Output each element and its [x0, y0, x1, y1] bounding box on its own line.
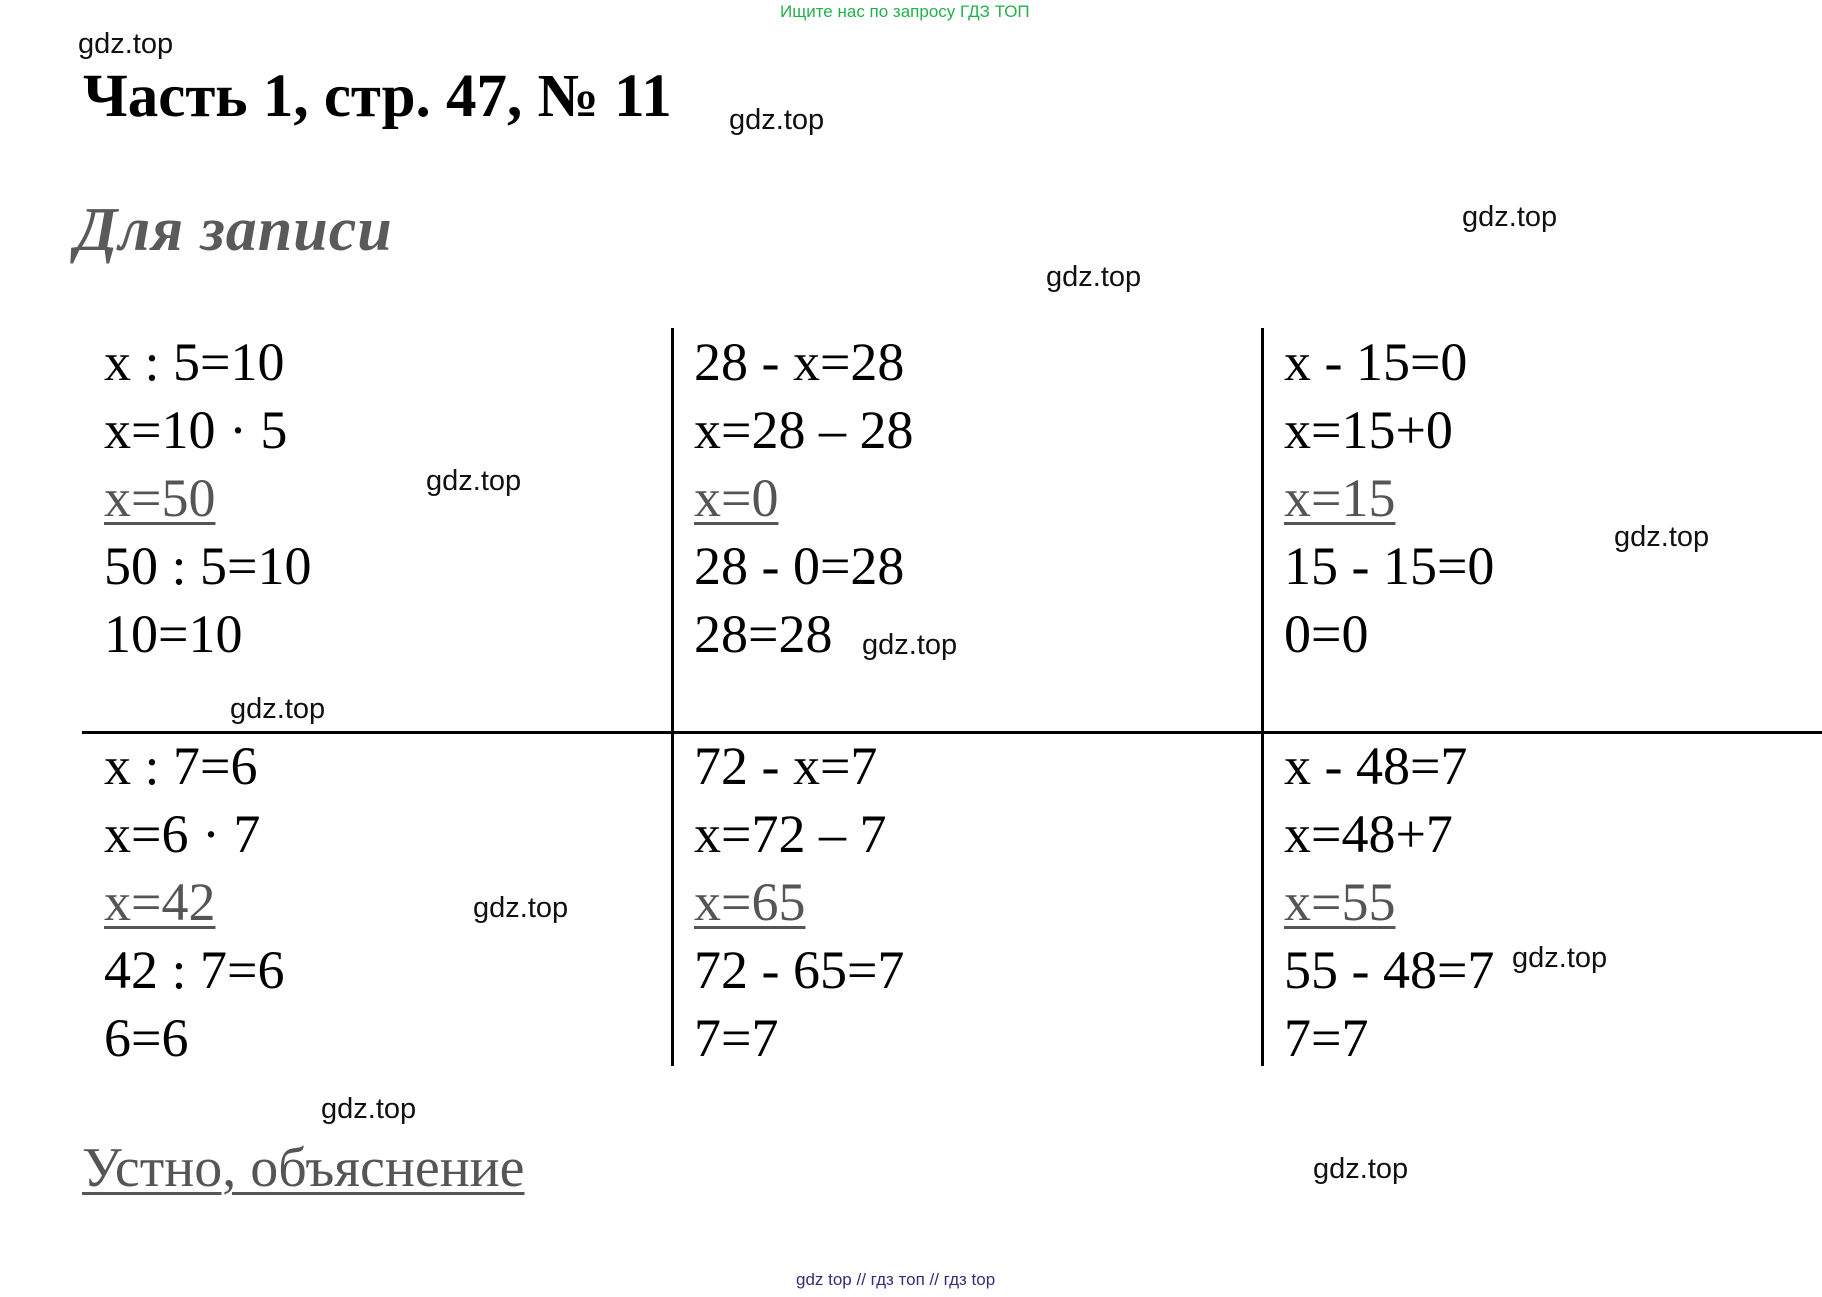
watermark: gdz.top	[321, 1093, 417, 1125]
watermark: gdz.top	[1462, 201, 1558, 233]
equation-cell-r1c3	[1284, 328, 1494, 668]
equation-cell-r1c2	[694, 328, 913, 668]
equation-line: x : 7=6	[104, 736, 258, 796]
watermark: gdz.top	[1313, 1153, 1409, 1185]
equation-line: x - 48=7	[1284, 736, 1468, 796]
equation-cell-r2c1	[104, 732, 284, 1072]
equation-line: 72 - 65=7	[694, 940, 905, 1000]
equation-line: 42 : 7=6	[104, 940, 285, 1000]
equation-line: 28=28	[694, 604, 833, 664]
equation-line: x : 5=10	[104, 332, 285, 392]
equation-line: x - 15=0	[1284, 332, 1468, 392]
watermark: gdz.top	[1512, 942, 1608, 974]
equation-line: x=15+0	[1284, 400, 1453, 460]
equation-line: x=6 · 7	[104, 804, 261, 864]
answer-line: x=50	[104, 468, 216, 528]
oral-explanation: Устно, объяснение	[82, 1137, 525, 1199]
equation-line: 50 : 5=10	[104, 536, 312, 596]
equation-line: 0=0	[1284, 604, 1369, 664]
equation-cell-r2c2	[694, 732, 904, 1072]
equation-line: x=48+7	[1284, 804, 1453, 864]
watermark: gdz.top	[230, 693, 326, 725]
watermark: gdz.top	[78, 28, 174, 60]
watermark: gdz.top	[473, 892, 569, 924]
equation-line: 6=6	[104, 1008, 189, 1068]
equation-line: x=72 – 7	[694, 804, 887, 864]
equation-line: 7=7	[1284, 1008, 1369, 1068]
equation-line: x=28 – 28	[694, 400, 914, 460]
equation-line: 15 - 15=0	[1284, 536, 1495, 596]
watermark: gdz.top	[1614, 521, 1710, 553]
top-banner: Ищите нас по запросу ГДЗ ТОП	[780, 2, 1030, 21]
answer-line: x=55	[1284, 872, 1396, 932]
equation-line: 72 - x=7	[694, 736, 878, 796]
subtitle: Для записи	[75, 196, 393, 264]
grid-divider-vertical-2	[1261, 328, 1264, 1066]
watermark: gdz.top	[729, 104, 825, 136]
equation-line: 7=7	[694, 1008, 779, 1068]
answer-line: x=42	[104, 872, 216, 932]
equation-line: 55 - 48=7	[1284, 940, 1495, 1000]
answer-line: x=0	[694, 468, 779, 528]
watermark: gdz.top	[1046, 261, 1142, 293]
answer-line: x=15	[1284, 468, 1396, 528]
equation-line: 28 - x=28	[694, 332, 905, 392]
page-title: Часть 1, стр. 47, № 11	[83, 63, 672, 130]
grid-divider-vertical-1	[671, 328, 674, 1066]
equation-line: 10=10	[104, 604, 243, 664]
footer-text: gdz top // гдз топ // гдз top	[796, 1270, 996, 1289]
watermark: gdz.top	[862, 629, 958, 661]
watermark: gdz.top	[426, 465, 522, 497]
grid-divider-horizontal	[82, 731, 1822, 734]
equation-cell-r2c3	[1284, 732, 1494, 1072]
equation-line: x=10 · 5	[104, 400, 288, 460]
equation-line: 28 - 0=28	[694, 536, 905, 596]
equation-cell-r1c1	[104, 328, 311, 668]
answer-line: x=65	[694, 872, 806, 932]
